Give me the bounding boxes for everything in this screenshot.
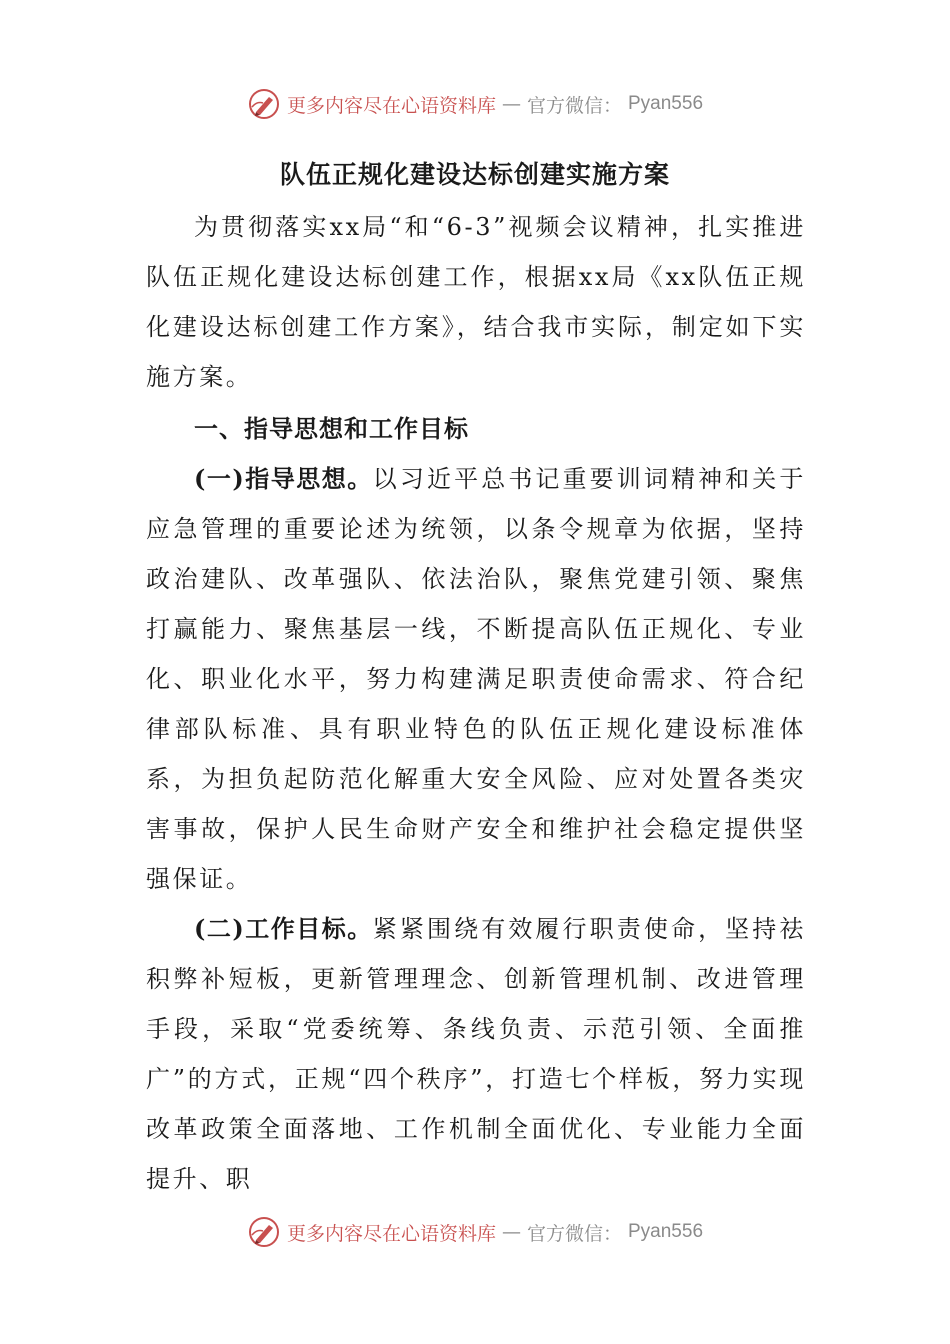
watermark-dash: — [501,1221,521,1243]
document-body [146,202,806,1204]
watermark-site-name: 更多内容尽在心语资料库 [286,1222,496,1245]
watermark-wechat-id: Pyan556 [628,93,704,114]
watermark-wechat-label: 官方微信： [526,94,622,117]
watermark-footer [0,1212,950,1252]
watermark-site-name: 更多内容尽在心语资料库 [286,94,496,117]
pen-logo-icon [247,87,281,121]
paragraph-lead: (一)指导思想。 [194,464,373,493]
paragraph-lead: (二)工作目标。 [194,914,373,943]
watermark-wechat-id: Pyan556 [628,1221,704,1242]
watermark-dash: — [501,93,521,115]
watermark-header [0,84,950,124]
pen-logo-icon [247,1215,281,1249]
intro-paragraph: 为贯彻落实xx局“和“6-3”视频会议精神，扎实推进队伍正规化建设达标创建工作，根据xx局《xx队伍正规化建设达标创建工作方案》，结合我市实际，制定如下实施方案。 [146,213,806,391]
paragraph-text: 以习近平总书记重要训词精神和关于应急管理的重要论述为统领，以条令规章为依据，坚持政治建队、改革强队、依法治队，聚焦党建引领、聚焦打赢能力、聚焦基层一线，不断提高队伍正规化、专业化、职业化水平，努力构建满足职责使命需求、符合纪律部队标准、具有职业特色的队伍正规化建设标准体系，为担负起防范化解重大安全风险、应对处置各类灾害事故，保护人民生命财产安全和维护社会稳定提供坚强保证。 [146,465,806,893]
document-title: 队伍正规化建设达标创建实施方案 [279,160,670,189]
watermark-wechat-label: 官方微信： [526,1222,622,1245]
work-goal-paragraph [146,904,806,1204]
paragraph-text: 紧紧围绕有效履行职责使命，坚持祛积弊补短板，更新管理理念、创新管理机制、改进管理手段，采取“党委统筹、条线负责、示范引领、全面推广”的方式，正规“四个秩序”，打造七个样板，努力实现改革政策全面落地、工作机制全面优化、专业能力全面提升、职 [146,915,806,1193]
section-heading: 一、指导思想和工作目标 [194,414,469,443]
guiding-ideology-paragraph [146,454,806,904]
